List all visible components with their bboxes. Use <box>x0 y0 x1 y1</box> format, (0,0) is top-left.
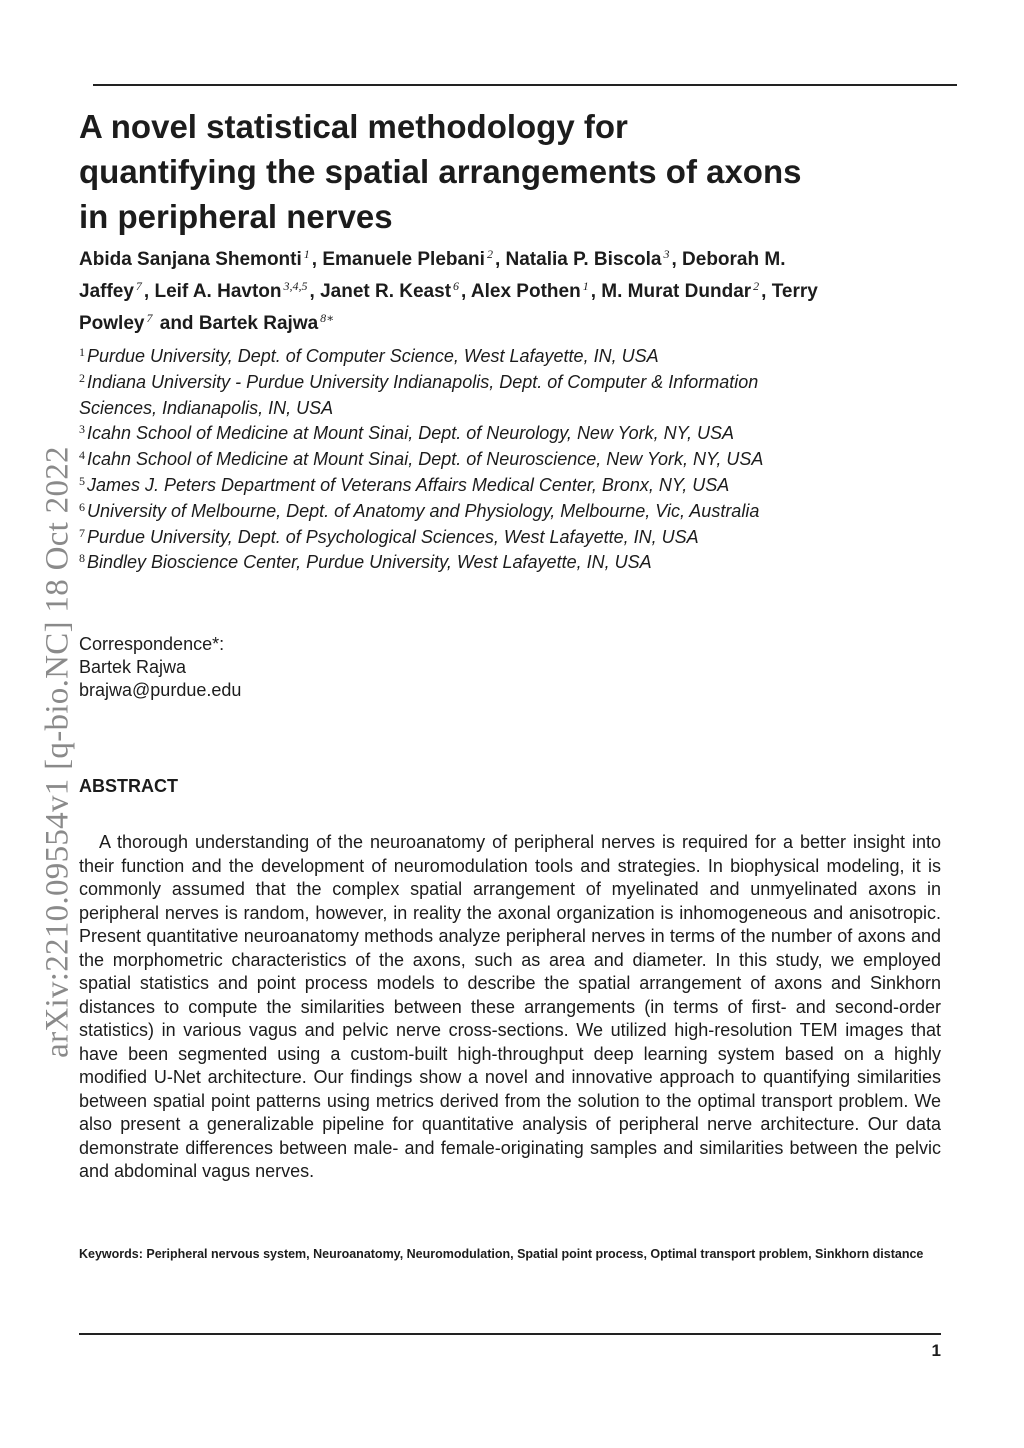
affiliation-text: Purdue University, Dept. of Psychological Sciences, West Lafayette, IN, USA <box>87 526 699 547</box>
affiliation-number: 1 <box>79 345 85 359</box>
affiliation-item <box>79 499 839 525</box>
affiliation-number: 4 <box>79 448 85 463</box>
author-affiliation-marker: 3 <box>663 247 670 261</box>
affiliation-text: Bindley Bioscience Center, Purdue University, West Lafayette, IN, USA <box>87 552 652 573</box>
affiliation-list <box>79 344 839 576</box>
affiliation-number: 8 <box>79 551 85 566</box>
author-separator: , <box>143 281 155 302</box>
affiliation-item <box>79 421 839 447</box>
author-affiliation-marker: 2 <box>486 247 493 261</box>
affiliation-number: 3 <box>79 422 85 437</box>
correspondence-label: Correspondence*: <box>79 634 225 654</box>
author-separator: , <box>671 249 683 270</box>
author-affiliation-marker: 7 <box>135 279 142 293</box>
author-separator: , <box>761 281 772 302</box>
author-affiliation-marker: 2 <box>753 279 760 293</box>
author-name: Terry Powley <box>79 281 818 334</box>
author-name: Leif A. Havton <box>154 281 282 302</box>
author-separator: , <box>309 281 321 302</box>
author-affiliation-marker: 6 <box>453 279 460 293</box>
abstract-heading: ABSTRACT <box>79 776 178 796</box>
affiliation-text: Icahn School of Medicine at Mount Sinai, Dept. of Neurology, New York, NY, USA <box>87 423 735 444</box>
author-name: Abida Sanjana Shemonti <box>79 249 302 270</box>
author-name: Alex Pothen <box>470 281 581 302</box>
author-separator: , <box>590 281 602 302</box>
title-line: A novel statistical methodology for <box>79 108 628 145</box>
affiliation-item <box>79 447 839 473</box>
author-name: Bartek Rajwa <box>198 313 319 334</box>
author-separator: , <box>311 249 323 270</box>
author-name: Deborah M. Jaffey <box>79 249 786 302</box>
author-separator: and <box>154 313 199 334</box>
author-name: Natalia P. Biscola <box>505 249 662 270</box>
author-affiliation-marker: 8∗ <box>320 311 335 325</box>
affiliation-item <box>79 370 839 422</box>
correspondence-email[interactable]: brajwa@purdue.edu <box>79 680 242 700</box>
affiliation-item <box>79 344 839 370</box>
author-separator: , <box>494 249 506 270</box>
abstract-text: A thorough understanding of the neuroanatomy of peripheral nerves is required for a better insight into their function and the development of neuromodulation tools and strategies. In biophysical modeling, it is commonly assumed that the complex spatial arrangement of myelinated and unmyelinated axons in peripheral nerves is random, however, in reality the axonal organization is inhomogeneous and anisotropic. Present quantitative neuroanatomy methods analyze peripheral nerves in terms of the number of axons and the morphometric characteristics of the axons, such as area and diameter. In this study, we employed spatial statistics and point process models to describe the spatial arrangement of axons and Sinkhorn distances to compute the similarities between these arrangements (in terms of first- and second-order statistics) in various vagus and pelvic nerve cross-sections. We utilized high-resolution TEM images that have been segmented using a custom-built high-throughput deep learning system based on a highly modified U-Net architecture. Our findings show a novel and innovative approach to quantifying similarities between spatial point patterns using metrics derived from the solution to the optimal transport problem. We also present a generalizable pipeline for quantitative analysis of peripheral nerve architecture. Our data demonstrate differences between male- and female-originating samples and similarities between the pelvic and abdominal vagus nerves. <box>79 832 941 1181</box>
correspondence-name: Bartek Rajwa <box>79 657 187 677</box>
affiliation-text: Purdue University, Dept. of Computer Science, West Lafayette, IN, USA <box>87 346 659 366</box>
affiliation-text: James J. Peters Department of Veterans Affairs Medical Center, Bronx, NY, USA <box>87 474 730 495</box>
paper-title <box>79 104 939 239</box>
affiliation-number: 6 <box>79 499 85 514</box>
footer-rule <box>79 1333 941 1335</box>
affiliation-text: Icahn School of Medicine at Mount Sinai, Dept. of Neuroscience, New York, NY, USA <box>87 449 764 470</box>
author-name: M. Murat Dundar <box>601 281 752 302</box>
arxiv-identifier-stamp: arXiv:2210.09554v1 [q-bio.NC] 18 Oct 2022 <box>39 446 76 1058</box>
author-affiliation-marker: 1 <box>582 279 589 293</box>
page-number: 1 <box>931 1341 941 1360</box>
affiliation-number: 7 <box>79 525 85 540</box>
affiliation-number: 5 <box>79 473 85 488</box>
author-affiliation-marker: 7 <box>146 311 153 325</box>
affiliation-text: University of Melbourne, Dept. of Anatomy and Physiology, Melbourne, Vic, Australia <box>87 500 760 521</box>
affiliation-number: 2 <box>79 370 85 385</box>
author-name: Janet R. Keast <box>320 281 452 302</box>
author-name: Emanuele Plebani <box>322 249 485 270</box>
author-list <box>79 244 849 340</box>
author-affiliation-marker: 1 <box>303 247 310 261</box>
affiliation-text: Indiana University - Purdue University Indianapolis, Dept. of Computer & Information Sciences, Indianapolis, IN, USA <box>79 371 759 418</box>
keywords: Keywords: Peripheral nervous system, Neuroanatomy, Neuromodulation, Spatial point process, Optimal transport problem, Sinkhorn distance <box>79 1247 924 1261</box>
affiliation-item <box>79 473 839 499</box>
correspondence-block <box>79 633 479 702</box>
title-line: in peripheral nerves <box>79 198 393 235</box>
header-rule <box>93 84 957 86</box>
affiliation-item <box>79 550 839 576</box>
author-separator: , <box>461 281 471 302</box>
affiliation-item <box>79 525 839 551</box>
title-line: quantifying the spatial arrangements of axons <box>79 153 802 190</box>
author-affiliation-marker: 3,4,5 <box>283 279 308 293</box>
